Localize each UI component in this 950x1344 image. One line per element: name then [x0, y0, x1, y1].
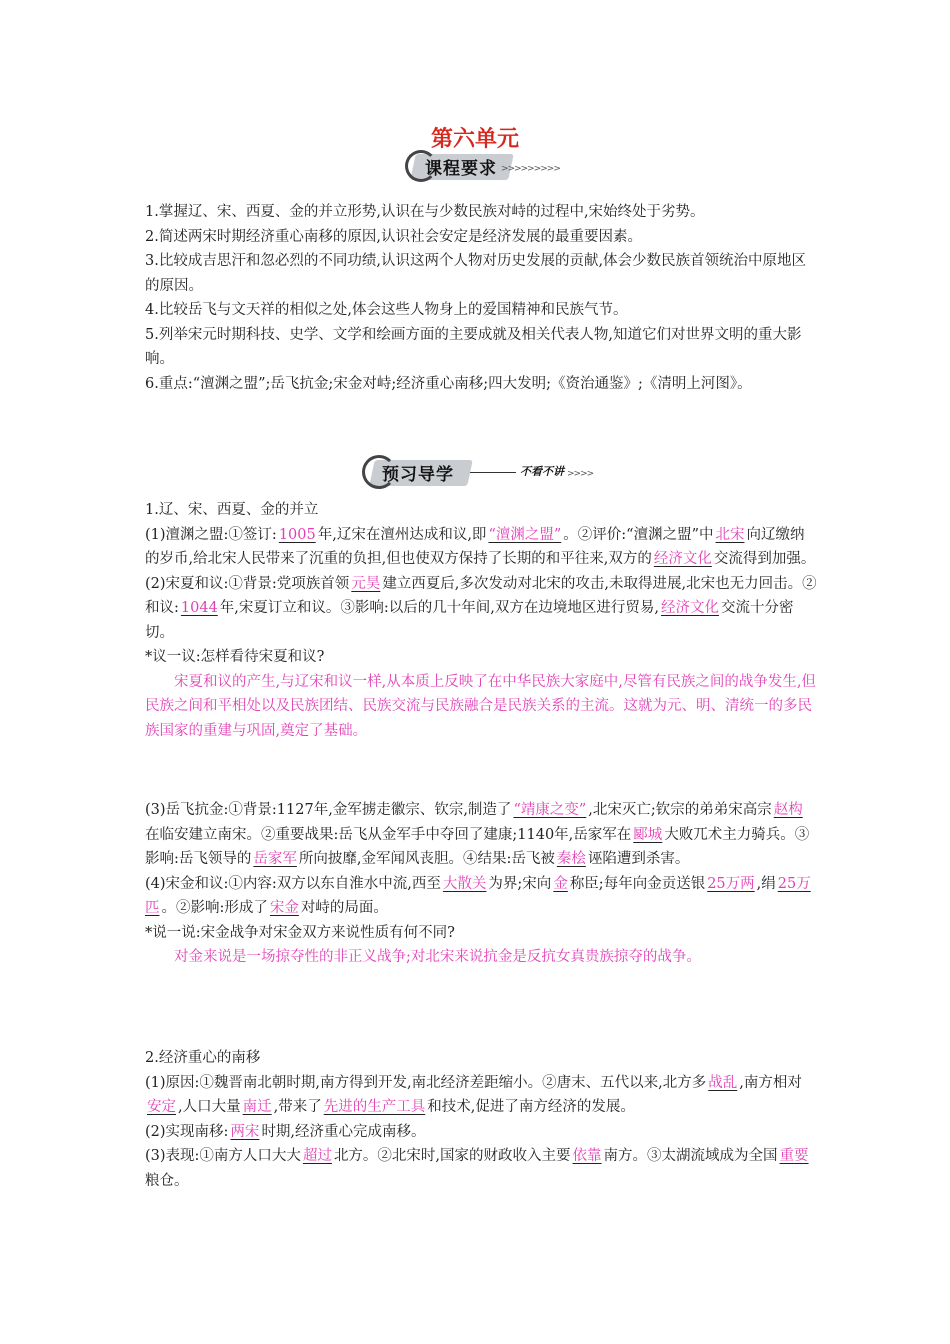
realize-paragraph: (2)实现南移: 两宋 时期,经济重心完成南移。 [145, 1123, 426, 1140]
requirement-item: 5.列举宋元时期科技、史学、文学和绘画方面的主要成就及相关代表人物,知道它们对世界文明的重大影响。 [145, 326, 802, 367]
requirement-item: 6.重点:“澶渊之盟”;岳飞抗金;宋金对峙;经济重心南移;四大发明;《资治通鉴》;《清明上河图》。 [145, 375, 752, 392]
part2-heading: 2.经济重心的南移 [145, 1050, 261, 1066]
requirements-list [145, 200, 817, 396]
banner-dash [470, 472, 516, 473]
answer-blank: 25万匹 [145, 875, 811, 916]
answer-blank: 秦桧 [556, 851, 586, 867]
arrows-icon: >>>>>>>>> [501, 164, 560, 174]
part1-block [145, 498, 817, 743]
answer-blank: 先进的生产工具 [323, 1099, 426, 1115]
reason-paragraph: (1)原因:①魏晋南北朝时期,南方得到开发,南北经济差距缩小。②唐末、五代以来,北方多 战乱 ,南方相对安定 ,人口大量 南迁 ,带来了 先进的生产工具 和技术,促进了南方经济的发展。 [145, 1074, 802, 1115]
answer-blank: 1044 [180, 600, 218, 616]
answer-blank: 重要 [779, 1148, 809, 1164]
answer-blank: 两宋 [230, 1123, 260, 1140]
section-banner-preview [362, 452, 592, 490]
discuss-question-2: *说一说:宋金战争对宋金双方来说性质有何不同? [145, 924, 455, 941]
answer-blank: 郾城 [633, 826, 663, 843]
part1-heading: 1.辽、宋、西夏、金的并立 [145, 502, 319, 518]
part2-block [145, 1046, 817, 1193]
requirement-item: 4.比较岳飞与文天祥的相似之处,体会这些人物身上的爱国精神和民族气节。 [145, 302, 628, 318]
performance-paragraph: (3)表现:①南方人口大大 超过 北方。②北宋时,国家的财政收入主要 依靠 南方。③太湖流域成为全国 重要粮仓。 [145, 1148, 809, 1189]
answer-blank: 经济文化 [661, 600, 720, 616]
answer-blank: 经济文化 [653, 551, 712, 567]
answer-blank: 战乱 [708, 1074, 738, 1091]
part1-block-continued [145, 798, 817, 970]
requirement-item: 1.掌握辽、宋、西夏、金的并立形势,认识在与少数民族对峙的过程中,宋始终处于劣势。 [145, 204, 705, 220]
answer-blank: 安定 [147, 1099, 176, 1115]
answer-blank: 赵构 [773, 802, 803, 818]
answer-blank: 1005 [278, 526, 316, 543]
answer-blank: 北宋 [715, 526, 745, 543]
yuefei-paragraph: (3)岳飞抗金:①背景:1127年,金军掳走徽宗、钦宗,制造了 “靖康之变” ,北宋灭亡;钦宗的弟弟宋高宗 赵构在临安建立南宋。②重要战果:岳飞从金军手中夺回了建康;1140年,岳家军在 郾城 大败兀术主力骑兵。③影响:岳飞领导的 岳家军 所向披靡,金军闻风丧胆。④结果:岳飞被 秦桧 诬陷遭到杀害。 [145, 802, 810, 867]
arrows-icon: >>>> [567, 469, 594, 479]
answer-blank: “澶渊之盟” [488, 526, 562, 543]
answer-blank: 宋金 [269, 900, 299, 916]
answer-blank: 元昊 [351, 575, 381, 592]
requirement-item: 2.简述两宋时期经济重心南移的原因,认识社会安定是经济发展的最重要因素。 [145, 228, 642, 245]
answer-blank: 岳家军 [253, 851, 297, 867]
answer-blank: 依靠 [572, 1148, 602, 1164]
songxia-paragraph: (2)宋夏和议:①背景:党项族首领 元昊 建立西夏后,多次发动对北宋的攻击,未取得进展,北宋也无力回击。②和议: 1044 年,宋夏订立和议。③影响:以后的几十年间,双方在边境地区进行贸易, 经济文化 交流十分密切。 [145, 575, 817, 641]
discuss-answer-1: 宋夏和议的产生,与辽宋和议一样,从本质上反映了在中华民族大家庭中,尽管有民族之间的战争发生,但民族之间和平相处以及民族团结、民族交流与民族融合是民族关系的主流。这就为元、明、清统一的多民族国家的重建与巩固,奠定了基础。 [145, 673, 816, 739]
unit-title: 第六单元 [430, 127, 519, 152]
section-title-requirements: 课程要求 [425, 159, 497, 179]
chanyuan-paragraph: (1)澶渊之盟:①签订: 1005 年,辽宋在澶州达成和议,即 “澶渊之盟” 。②评价:“澶渊之盟”中 北宋 向辽缴纳的岁币,给北宋人民带来了沉重的负担,但也使双方保持了长期的和平往来,双方的 经济文化 交流得到加强。 [145, 526, 816, 567]
answer-blank: 大散关 [442, 875, 487, 892]
discuss-question-1: *议一议:怎样看待宋夏和议? [145, 649, 325, 665]
answer-blank: 金 [553, 875, 568, 892]
discuss-answer-2: 对金来说是一场掠夺性的非正义战争;对北宋来说抗金是反抗女真贵族掠夺的战争。 [174, 949, 701, 965]
section-subtitle-preview: 不看不讲 [520, 465, 564, 478]
answer-blank: 超过 [302, 1148, 332, 1164]
requirement-item: 3.比较成吉思汗和忽必烈的不同功绩,认识这两个人物对历史发展的贡献,体会少数民族首领统治中原地区的原因。 [145, 253, 807, 294]
section-banner-requirements [405, 148, 560, 184]
section-title-preview: 预习导学 [382, 465, 454, 485]
answer-blank: 25万两 [707, 875, 755, 892]
songjin-paragraph: (4)宋金和议:①内容:双方以东自淮水中流,西至 大散关 为界;宋向 金 称臣;每年向金贡送银 25万两 ,绢 25万匹 。②影响:形成了 宋金 对峙的局面。 [145, 875, 811, 916]
answer-blank: “靖康之变” [513, 802, 587, 818]
answer-blank: 南迁 [242, 1099, 272, 1115]
